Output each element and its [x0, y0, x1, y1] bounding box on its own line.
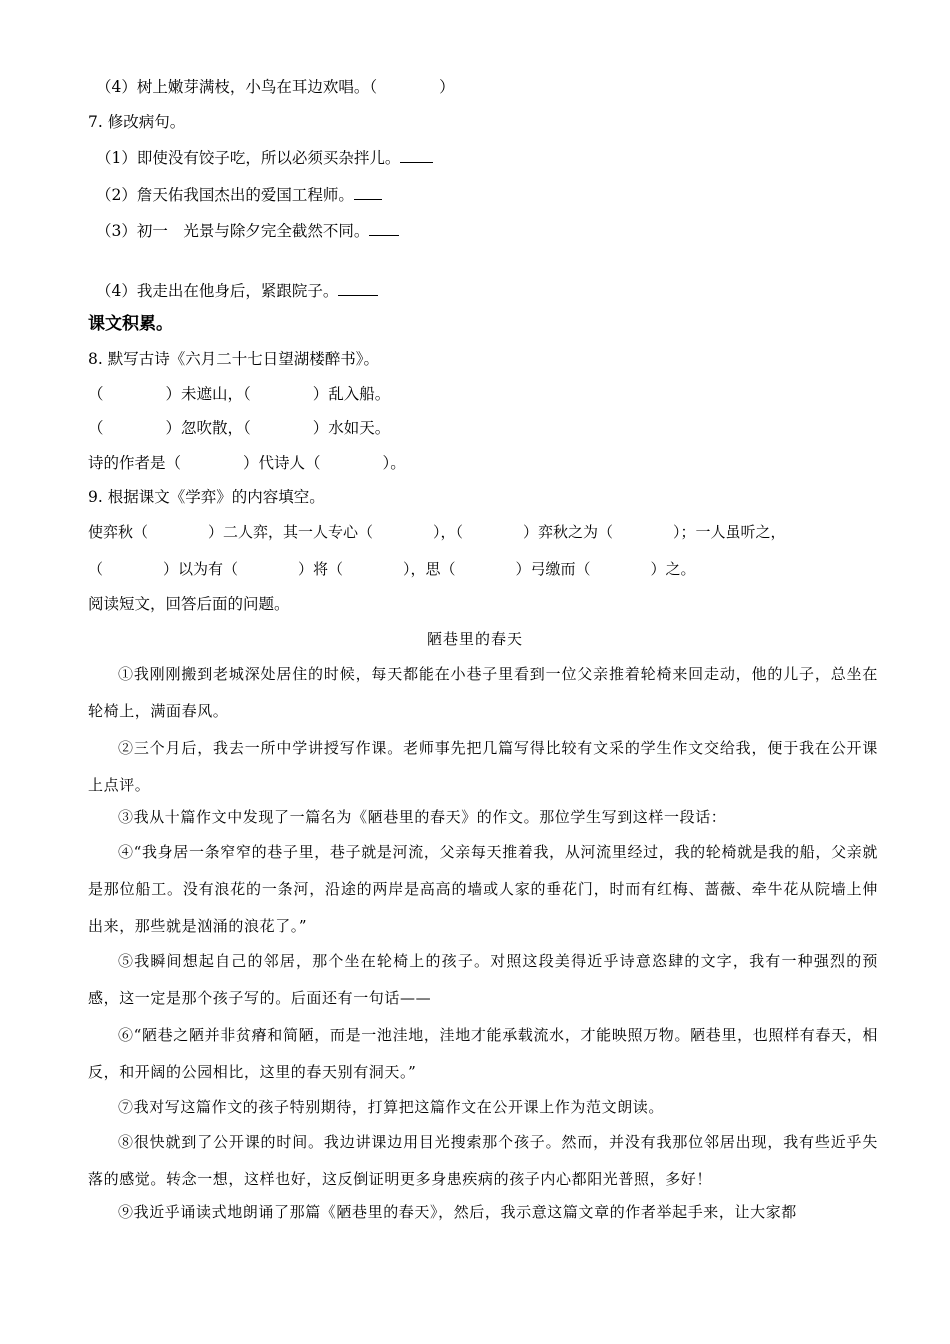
q8-line-2: （ ）忽吹散，（ ）水如天。 — [88, 419, 391, 437]
paragraph-2: ②三个月后，我去一所中学讲授写作课。老师事先把几篇写得比较有文采的学生作文交给我，便于我在公开课上点评。 — [88, 739, 878, 794]
q8-heading: 8. 默写古诗《六月二十七日望湖楼醉书》。 — [88, 350, 379, 368]
reading-intro: 阅读短文，回答后面的问题。 — [88, 595, 290, 613]
section-title: 课文积累。 — [88, 314, 173, 334]
q7-item-2-text: （2）詹天佑我国杰出的爱国工程师。 — [96, 186, 354, 204]
q9-heading: 9. 根据课文《学弈》的内容填空。 — [88, 488, 325, 506]
q7-item-3 — [96, 221, 399, 241]
paragraph-8: ⑧很快就到了公开课的时间。我边讲课边用目光搜索那个孩子。然而，并没有我那位邻居出现，我有些近乎失落的感觉。转念一想，这样也好，这反倒证明更多身患疾病的孩子内心都阳光普照，多好！ — [88, 1133, 878, 1188]
q7-item-4-text: （4）我走出在他身后，紧跟院子。 — [96, 282, 339, 300]
q9-line-1: 使弈秋（ ）二人弈，其一人专心（ ），（ ）弈秋之为（ ）；一人虽听之， — [88, 523, 786, 541]
paragraph-3: ③我从十篇作文中发现了一篇名为《陋巷里的春天》的作文。那位学生写到这样一段话： — [118, 808, 727, 826]
paragraph-6: ⑥“陋巷之陋并非贫瘠和简陋，而是一池洼地，洼地才能承载流水，才能映照万物。陋巷里，也照样有春天，相反，和开阔的公园相比，这里的春天别有洞天。” — [88, 1026, 878, 1081]
paragraph-5: ⑤我瞬间想起自己的邻居，那个坐在轮椅上的孩子。对照这段美得近乎诗意恣肆的文字，我有一种强烈的预感，这一定是那个孩子写的。后面还有一句话—— — [88, 952, 878, 1007]
q8-line-3: 诗的作者是（ ）代诗人（ ）。 — [88, 454, 406, 472]
article-title: 陋巷里的春天 — [426, 630, 523, 648]
paragraph-7: ⑦我对写这篇作文的孩子特别期待，打算把这篇作文在公开课上作为范文朗读。 — [118, 1098, 665, 1116]
paragraph-4: ④“我身居一条窄窄的巷子里，巷子就是河流，父亲每天推着我，从河流里经过，我的轮椅就是我的船，父亲就是那位船工。没有浪花的一条河，沿途的两岸是高高的墙或人家的垂花门，时而有红梅、蔷薇、牵牛花从院墙上伸出来，那些就是汹涌的浪花了。” — [88, 843, 878, 935]
paragraph-1: ①我刚刚搬到老城深处居住的时候，每天都能在小巷子里看到一位父亲推着轮椅来回走动，他的儿子，总坐在轮椅上，满面春风。 — [88, 665, 878, 720]
q7-item-1-text: （1）即使没有饺子吃，所以必须买杂拌儿。 — [96, 149, 401, 167]
paragraph-9: ⑨我近乎诵读式地朗诵了那篇《陋巷里的春天》，然后，我示意这篇文章的作者举起手来，让大家都 — [118, 1203, 797, 1221]
q8-line-1: （ ）未遮山，（ ）乱入船。 — [88, 385, 391, 403]
q7-item-4 — [96, 281, 378, 301]
answer-blank[interactable] — [369, 221, 399, 236]
q6-item-4: （4）树上嫩芽满枝，小鸟在耳边欢唱。（ ） — [96, 78, 455, 96]
q7-item-1 — [96, 148, 433, 168]
answer-blank[interactable] — [400, 148, 433, 163]
answer-blank[interactable] — [338, 281, 378, 296]
answer-blank[interactable] — [354, 185, 382, 200]
q7-item-3-text: （3）初一 光景与除夕完全截然不同。 — [96, 222, 370, 240]
q7-heading: 7. 修改病句。 — [88, 113, 186, 131]
q7-item-2 — [96, 185, 382, 205]
q9-line-2: （ ）以为有（ ）将（ ），思（ ）弓缴而（ ）之。 — [88, 560, 696, 578]
